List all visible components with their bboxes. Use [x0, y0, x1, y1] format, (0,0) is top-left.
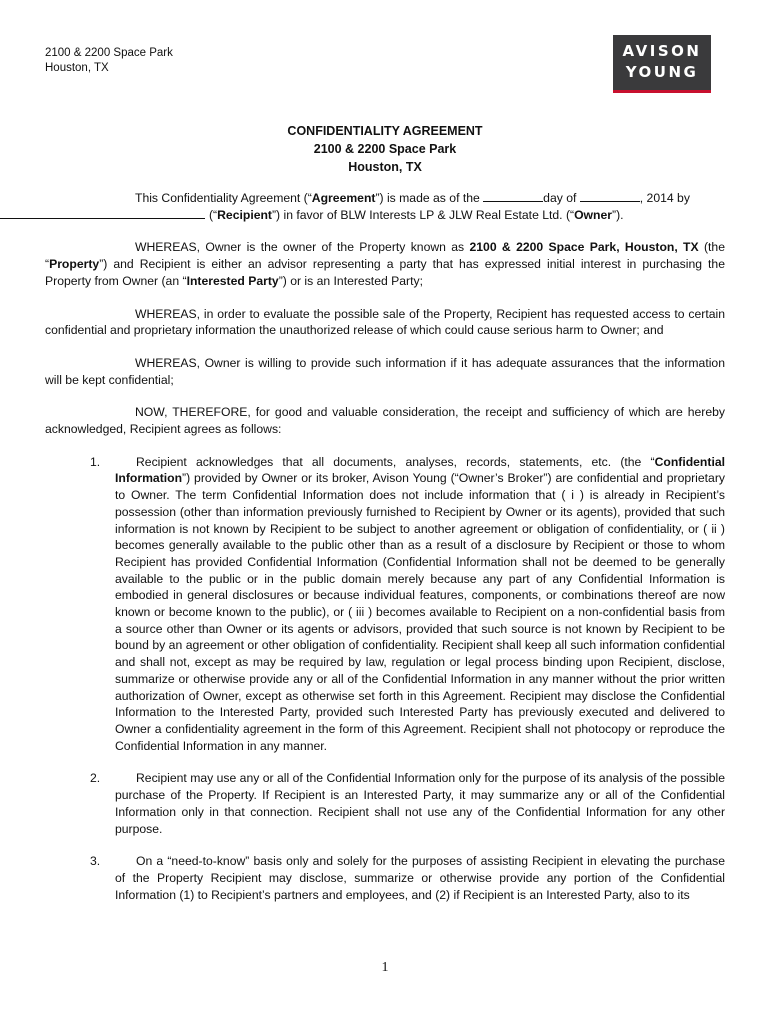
address-line-2: Houston, TX [45, 62, 109, 74]
clause-1-bold-confidential-information: Confidential Information [115, 454, 725, 486]
title-line-1: CONFIDENTIALITY AGREEMENT [287, 124, 483, 138]
intro-bold-agreement: Agreement [311, 191, 376, 205]
agreement-body [45, 190, 725, 919]
clause-number: 3. [90, 854, 101, 869]
date-day-blank[interactable] [483, 190, 543, 202]
property-address [45, 46, 173, 76]
date-month-blank[interactable] [580, 190, 640, 202]
clause-2 [45, 770, 725, 837]
agreement-title [0, 122, 770, 176]
intro-bold-recipient: Recipient [217, 207, 272, 222]
clause-3-text: On a “need-to-know” basis only and solely for the purposes of assisting Recipient in elevating the purchase of the Property Recipient may disclose, summarize or otherwise provide any portion of the Confidential Information (1) to Recipient’s partners and employees, and (2) if Recipient is an Interested Party, also to its [115, 854, 725, 902]
intro-text-5: (“ [209, 207, 218, 222]
clause-3 [45, 853, 725, 903]
whereas-paragraph-3: WHEREAS, Owner is willing to provide such information if it has adequate assurances that the information will be kept confidential; [45, 355, 725, 387]
clause-1-text-1: Recipient acknowledges that all documents, analyses, records, statements, etc. (the “ [136, 454, 655, 469]
numbered-clauses [45, 454, 725, 904]
address-line-1: 2100 & 2200 Space Park [45, 47, 173, 59]
intro-text-4: , 2014 by [639, 191, 690, 205]
intro-bold-owner: Owner [574, 207, 613, 222]
title-line-2: 2100 & 2200 Space Park [313, 142, 457, 156]
whereas-paragraph-2: WHEREAS, in order to evaluate the possible sale of the Property, Recipient has requested access to certain confidential and proprietary information the unauthorized release of which could cause serious harm to Owner; and [45, 306, 725, 338]
intro-text-2: ”) is made as of the [375, 191, 484, 205]
page-number: 1 [381, 960, 389, 975]
avison-young-logo [613, 35, 711, 93]
logo-line-1: AVISON [622, 42, 702, 60]
intro-text-3: day of [543, 191, 580, 205]
now-therefore-paragraph: NOW, THEREFORE, for good and valuable consideration, the receipt and sufficiency of which are hereby acknowledged, Recipient agrees as follows: [45, 405, 725, 437]
clause-number: 2. [90, 771, 101, 786]
intro-text-7: ”). [612, 207, 624, 222]
clause-1 [45, 454, 725, 755]
title-line-3: Houston, TX [348, 160, 422, 174]
recipient-name-blank[interactable] [0, 207, 205, 219]
intro-paragraph [45, 190, 725, 223]
intro-text-1: This Confidentiality Agreement (“ [135, 191, 312, 205]
whereas1-text-3: ”) and Recipient is either an advisor representing a party that has expressed initial interest in purchasing the Property from Owner (an “ [45, 257, 725, 288]
whereas1-bold-property-name: 2100 & 2200 Space Park, Houston, TX [469, 240, 699, 255]
whereas1-bold-property: Property [49, 257, 100, 272]
clause-1-text-2: ”) provided by Owner or its broker, Avison Young (“Owner’s Broker”) are confidential and proprietary to Owner. The term Confidential Information does not include information that ( i ) is already in Recipient’s possession (other than information previously furnished to Recipient by Owner or its agents), provided that such information is not known by Recipient to be subject to another agreement or obligation of confidentiality, or ( ii ) becomes generally available to the public other than as a result of a disclosure by Recipient or those to whom Recipient has provided Confidential Information (Confidential Information shall not be deemed to be generally available to the public or in the public domain merely because any part of any Confidential Information is embodied in general disclosures or because individual features, components, or combinations thereof are now known or become known to the public), or ( iii ) becomes available to Recipient on a non-confidential basis from a source other than Owner or its agents or advisors, provided that such source is not known by Recipient to be bound by an agreement or other obligation of confidentiality. Recipient shall keep all such information confidential and shall not, except as may be required by law, regulation or legal process binding upon Recipient, disclose, summarize or otherwise provide any or all of the Confidential Information in any manner without the prior written authorization of Owner, except as otherwise set forth in this Agreement. Recipient may disclose the Confidential Information to the Interested Party, provided such Interested Party has previously executed and delivered to Owner a confidentiality agreement in the form of this Agreement. Recipient shall not photocopy or reproduce the Confidential Information in any manner. [115, 471, 725, 753]
clause-1-text [115, 454, 725, 755]
clause-number: 1. [90, 454, 101, 469]
whereas1-text-2: (the “ [45, 240, 725, 272]
intro-text-6: ”) in favor of BLW Interests LP & JLW Real Estate Ltd. (“ [271, 207, 575, 222]
whereas-paragraph-1 [45, 239, 725, 289]
whereas1-bold-interested-party: Interested Party [186, 273, 279, 288]
whereas1-text-1: WHEREAS, Owner is the owner of the Property known as [135, 240, 470, 255]
clause-2-text: Recipient may use any or all of the Confidential Information only for the purpose of its analysis of the possible purchase of the Property. If Recipient is an Interested Party, it may summarize any or all of the Confidential Information only in that connection. Recipient shall not use any of the Confidential Information for any other purpose. [115, 771, 725, 836]
whereas1-text-4: ”) or is an Interested Party; [278, 273, 423, 288]
logo-line-2: YOUNG [625, 63, 699, 81]
